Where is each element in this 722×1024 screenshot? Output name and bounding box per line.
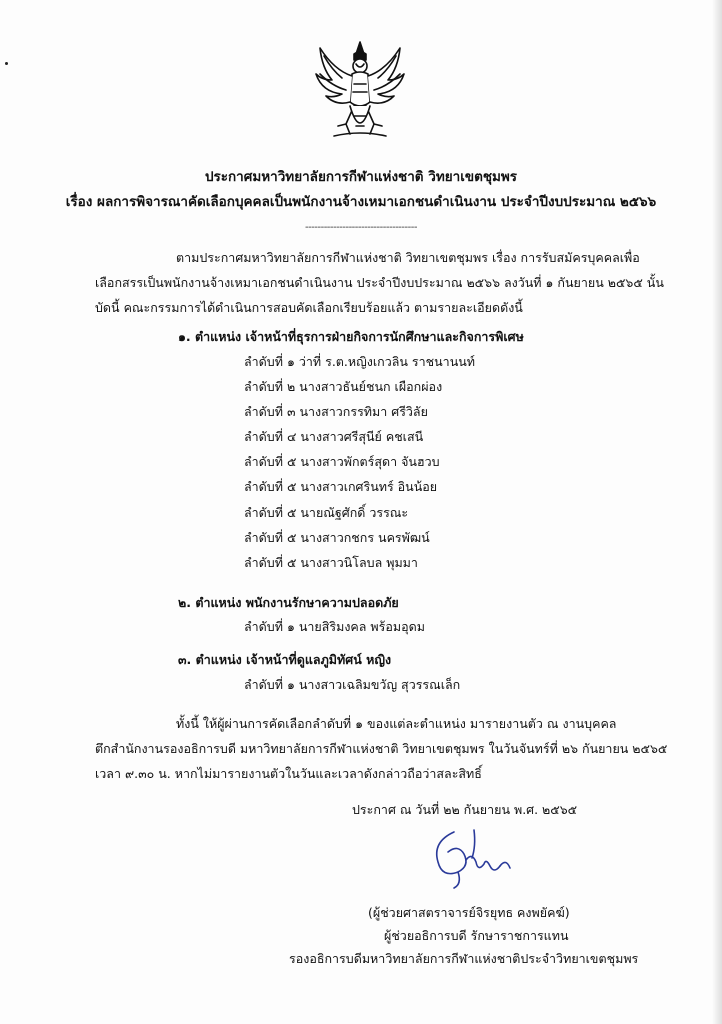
rank-item: ลำดับที่ ๑ นายสิริมงคล พร้อมอุดม	[244, 619, 425, 634]
rank-item: ลำดับที่ ๓ นางสาวกรรทิมา ศรีวิลัย	[244, 404, 428, 419]
rank-item: ลำดับที่ ๕ นายณัฐศักดิ์ วรรณะ	[244, 505, 409, 520]
signer-name: (ผู้ช่วยศาสตราจารย์จิรยุทธ คงพยัคฆ์)	[368, 905, 570, 920]
position-3-title: ๓. ตำแหน่ง เจ้าหน้าที่ดูแลภูมิทัศน์ หญิง	[178, 652, 392, 667]
intro-line-3: บัดนี้ คณะกรรมการได้ดำเนินการสอบคัดเลือกเรียบร้อยแล้ว ตามรายละเอียดดังนี้	[95, 300, 523, 315]
intro-line-1: ตามประกาศมหาวิทยาลัยการกีฬาแห่งชาติ วิทยาเขตชุมพร เรื่อง การรับสมัครบุคคลเพื่อ	[176, 250, 640, 265]
announcement-title: ประกาศมหาวิทยาลัยการกีฬาแห่งชาติ วิทยาเขตชุมพร	[204, 169, 518, 185]
announcement-subject: เรื่อง ผลการพิจารณาคัดเลือกบุคคลเป็นพนักงานจ้างเหมาเอกชนดำเนินงาน ประจำปีงบประมาณ ๒๕๖๖	[65, 194, 657, 210]
signer-role: ผู้ช่วยอธิการบดี รักษาราชการแทน	[384, 928, 569, 943]
rank-item: ลำดับที่ ๕ นางสาวเกศรินทร์ อินน้อย	[244, 479, 438, 494]
signer-organization: รองอธิการบดีมหาวิทยาลัยการกีฬาแห่งชาติประจำวิทยาเขตชุมพร	[289, 951, 639, 966]
garuda-emblem-icon	[312, 40, 408, 144]
closing-line-3: เวลา ๙.๓๐ น. หากไม่มารายงานตัวในวันและเวลาดังกล่าวถือว่าสละสิทธิ์	[95, 766, 482, 781]
closing-line-2: ตึกสำนักงานรองอธิการบดี มหาวิทยาลัยการกีฬาแห่งชาติ วิทยาเขตชุมพร ในวันจันทร์ที่ ๒๖ กันยายน ๒๕๖๕	[95, 741, 668, 756]
closing-line-1: ทั้งนี้ ให้ผู้ผ่านการคัดเลือกลำดับที่ ๑ ของแต่ละตำแหน่ง มารายงานตัว ณ งานบุคคล	[176, 716, 617, 731]
announce-date: ประกาศ ณ วันที่ ๒๒ กันยายน พ.ศ. ๒๕๖๕	[352, 802, 578, 817]
rank-item: ลำดับที่ ๕ นางสาวกชกร นครพัฒน์	[244, 530, 430, 545]
handwritten-signature-icon	[424, 822, 524, 892]
position-2-title: ๒. ตำแหน่ง พนักงานรักษาความปลอดภัย	[178, 595, 399, 610]
position-1-title: ๑. ตำแหน่ง เจ้าหน้าที่ธุรการฝ่ายกิจการนักศึกษาและกิจการพิเศษ	[178, 329, 524, 344]
divider: ------------------------------------	[305, 222, 417, 233]
rank-item: ลำดับที่ ๕ นางสาวพักตร์สุดา จันฮวบ	[244, 454, 440, 469]
rank-item: ลำดับที่ ๒ นางสาวธันย์ชนก เผือกผ่อง	[244, 379, 443, 394]
rank-item: ลำดับที่ ๑ ว่าที่ ร.ต.หญิงเกวลิน ราชนานนท์	[244, 354, 476, 369]
scan-edge-shadow	[712, 0, 722, 1024]
rank-item: ลำดับที่ ๕ นางสาวนิโลบล พุมมา	[244, 555, 418, 570]
rank-item: ลำดับที่ ๔ นางสาวศรีสุนีย์ คชเสนี	[244, 429, 424, 444]
rank-item: ลำดับที่ ๑ นางสาวเฉลิมขวัญ สุวรรณเล็ก	[244, 677, 461, 692]
intro-line-2: เลือกสรรเป็นพนักงานจ้างเหมาเอกชนดำเนินงาน ประจำปีงบประมาณ ๒๕๖๖ ลงวันที่ ๑ กันยายน ๒๕๖๕ นั้น	[95, 275, 664, 290]
scan-speck	[5, 62, 8, 65]
